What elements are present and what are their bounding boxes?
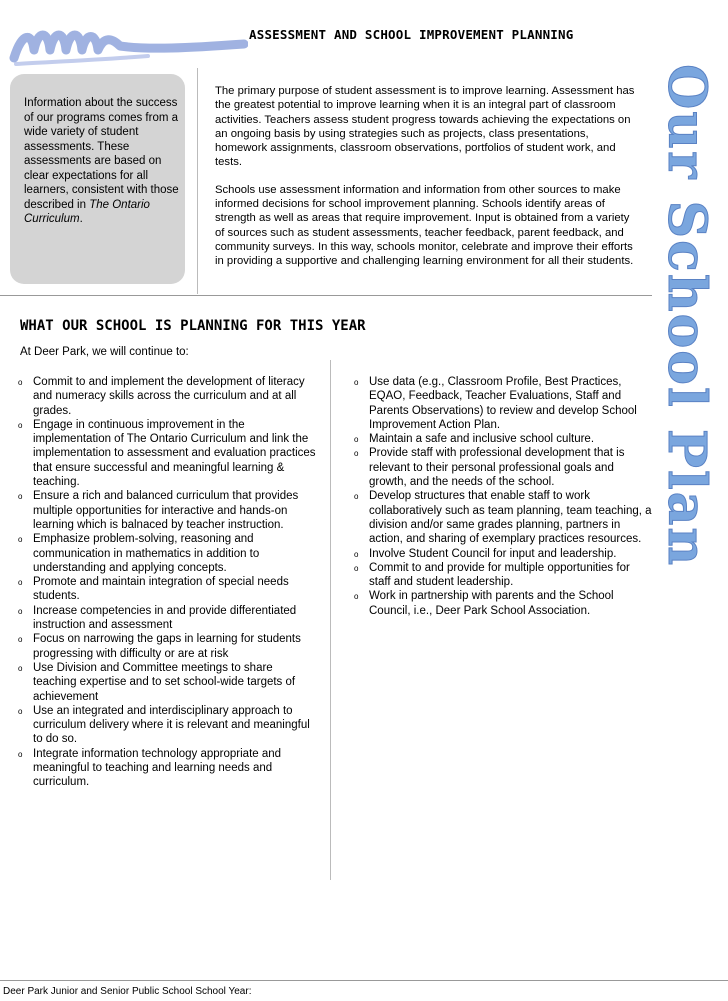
bullet-icon: o — [18, 749, 23, 759]
plan-list-item-text: Engage in continuous improvement in the implementation of The Ontario Curriculum and link the implementation to assessment and evaluation practices that ensure successful and meaningful learning & teaching. — [33, 418, 316, 489]
plan-list-item — [18, 532, 318, 575]
plan-list-item — [354, 446, 654, 489]
plan-list-item-text: Maintain a safe and inclusive school culture. — [369, 433, 595, 446]
bullet-icon: o — [18, 578, 23, 588]
bullet-icon: o — [18, 606, 23, 616]
column-divider — [330, 360, 331, 880]
plan-list-item — [18, 604, 318, 633]
plan-list-item-text: Emphasize problem-solving, reasoning and communication in mathematics in addition to understanding and applying concepts. — [33, 533, 260, 574]
curriculum-title: The Ontario Curriculum — [24, 198, 150, 225]
plan-list-item — [18, 632, 318, 661]
plan-list-item-text: Use data (e.g., Classroom Profile, Best Practices, EQAO, Feedback, Teacher Evaluations, Staff and Parents Observations) to review and develop School Improvement Action Plan. — [369, 376, 637, 431]
page-header-title: ASSESSMENT AND SCHOOL IMPROVEMENT PLANNING — [249, 27, 574, 42]
bullet-icon: o — [354, 549, 359, 559]
plan-list-item-text: Work in partnership with parents and the School Council, i.e., Deer Park School Association. — [369, 590, 614, 617]
plan-list-item — [354, 489, 654, 546]
bullet-icon: o — [354, 492, 359, 502]
intro-paragraph: The primary purpose of student assessment is to improve learning. Assessment has the greatest potential to improve learning when it is an integral part of classroom activities. Teachers assess student progress towards achieving the expectations on an ongoing basis by using strategies such as projects, class presentations, homework assignments, classroom observations, portfolios of student work, and tests. — [215, 85, 635, 169]
plan-list-item — [18, 747, 318, 790]
plan-list-item — [354, 547, 654, 561]
sidebar-text: Information about the success of our programs comes from a wide variety of student assessments. These assessments are based on clear expectations for all learners, consistent with those described in The Ontario Curriculum. — [24, 97, 179, 225]
plan-list-item — [18, 704, 318, 747]
intro-block — [215, 84, 635, 282]
bullet-icon: o — [354, 592, 359, 602]
bullet-icon: o — [18, 706, 23, 716]
plan-list-item-text: Involve Student Council for input and leadership. — [369, 547, 617, 560]
section-heading: WHAT OUR SCHOOL IS PLANNING FOR THIS YEAR — [20, 318, 366, 334]
bullet-icon: o — [354, 449, 359, 459]
plan-list-item-text: Ensure a rich and balanced curriculum that provides multiple opportunities for interactive and hands-on learning which is balnaced by teacher instruction. — [33, 490, 299, 531]
plan-list-item — [354, 375, 654, 432]
footer-text: Deer Park Junior and Senior Public School School Year: — [3, 986, 252, 997]
bullet-icon: o — [354, 378, 359, 387]
plan-list-item — [354, 589, 654, 618]
logo-scribble — [8, 20, 248, 70]
plan-list-item-text: Commit to and implement the development of literacy and numeracy skills across the curriculum and at all grades. — [33, 376, 305, 417]
plan-list-item-text: Develop structures that enable staff to work collaboratively such as team planning, team teaching, a division and/or same grades planning, partners in action, and sharing of exemplary practices resources. — [369, 490, 652, 546]
plan-list-item-text: Focus on narrowing the gaps in learning for students progressing with difficulty or are at risk — [33, 633, 301, 660]
plan-list-item — [18, 661, 318, 704]
bullet-icon: o — [354, 435, 359, 445]
section-divider — [0, 295, 652, 296]
plan-list-item-text: Increase competencies in and provide differentiated instruction and assessment — [33, 604, 297, 632]
plan-list-item — [18, 375, 318, 418]
bullet-icon: o — [18, 378, 23, 387]
bullet-icon: o — [18, 492, 23, 502]
bullet-icon: o — [18, 663, 23, 673]
plan-list-item-text: Provide staff with professional development that is relevant to their personal professional goals and growth, and the needs of the school. — [369, 447, 625, 489]
top-divider — [197, 68, 198, 294]
plan-list-item — [354, 561, 654, 590]
plan-list-item-text: Use Division and Committee meetings to share teaching expertise and to set school-wide targets of achievement — [33, 661, 296, 703]
bullet-icon: o — [18, 535, 23, 545]
footer-divider — [0, 980, 728, 981]
bullet-icon: o — [354, 563, 359, 573]
bullet-icon: o — [18, 420, 23, 430]
plan-list-item — [18, 575, 318, 604]
plan-list-item — [18, 489, 318, 532]
plan-list-item-text: Use an integrated and interdisciplinary approach to curriculum delivery where it is relevant and meaningful to do so. — [33, 704, 310, 746]
plan-list-item-text: Commit to and provide for multiple opportunities for staff and student leadership. — [369, 561, 630, 589]
plan-list-left — [18, 375, 318, 790]
plan-list-item — [354, 432, 654, 446]
banner-text: Our School Plan — [656, 64, 717, 568]
plan-list-item-text: Promote and maintain integration of special needs students. — [33, 576, 289, 603]
bullet-icon: o — [18, 635, 23, 645]
plan-list-item — [18, 418, 318, 489]
vertical-banner — [655, 60, 720, 660]
plan-list-item-text: Integrate information technology appropriate and meaningful to teaching and learning needs and curriculum. — [33, 747, 282, 789]
intro-paragraph: Schools use assessment information and information from other sources to make informed decisions for school improvement planning. Schools identify areas of strength as well as areas that require improvement. Input is obtained from a variety of sources such as student assessments, teacher feedback, parent feedback, and community surveys. In this way, schools monitor, celebrate and improve their efforts in providing a supportive and challenging learning environment for all their students. — [215, 183, 634, 268]
plan-list-right — [354, 375, 654, 618]
section-intro: At Deer Park, we will continue to: — [20, 346, 189, 358]
